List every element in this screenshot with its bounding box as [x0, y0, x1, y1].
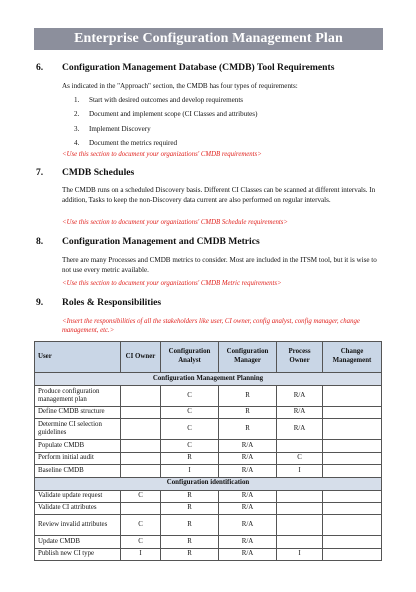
column-header: Configuration Manager: [219, 342, 277, 373]
section-8-note: <Use this section to document your organizations' CMDB Metric requirements>: [62, 280, 282, 287]
section-6-number: 6.: [36, 62, 44, 73]
table-cell: R/A: [277, 419, 323, 440]
table-group-row: [35, 373, 382, 386]
table-cell: [323, 419, 382, 440]
table-cell: R: [219, 407, 277, 419]
table-row: [35, 419, 382, 440]
table-cell: R/A: [219, 465, 277, 477]
table-row: [35, 407, 382, 419]
table-cell: [121, 419, 161, 440]
table-cell: [121, 440, 161, 452]
table-row: [35, 490, 382, 502]
roles-responsibilities-table: [34, 341, 382, 561]
table-cell: R/A: [219, 548, 277, 560]
table-cell: R/A: [219, 452, 277, 464]
table-cell: [277, 536, 323, 548]
table-cell: [277, 490, 323, 502]
table-cell: [277, 440, 323, 452]
table-cell: R: [219, 386, 277, 407]
section-7-body: The CMDB runs on a scheduled Discovery basis. Different CI Classes can be scanned at different intervals. In addition, Tasks to keep the non-Discovery data current are also performed on regular intervals.: [62, 186, 376, 204]
table-row: [35, 515, 382, 536]
group-title: Configuration Management Planning: [35, 373, 382, 386]
table-cell: R: [161, 536, 219, 548]
table-cell: I: [121, 548, 161, 560]
column-header: Process Owner: [277, 342, 323, 373]
table-row: [35, 465, 382, 477]
section-7-note: <Use this section to document your organizations' CMDB Schedule requirements>: [62, 219, 289, 226]
section-8-heading: [36, 236, 260, 247]
column-header: Change Management: [323, 342, 382, 373]
table-cell: [323, 536, 382, 548]
table-row: [35, 536, 382, 548]
table-cell: C: [161, 407, 219, 419]
table-cell: I: [161, 465, 219, 477]
table-cell: R: [161, 502, 219, 514]
table-cell: C: [121, 515, 161, 536]
table-row: [35, 386, 382, 407]
table-cell: C: [161, 386, 219, 407]
list-item: 3. Implement Discovery: [74, 124, 151, 133]
table-cell: [323, 440, 382, 452]
column-header: CI Owner: [121, 342, 161, 373]
table-cell: R/A: [219, 536, 277, 548]
table-cell: [323, 465, 382, 477]
list-item: 2. Document and implement scope (CI Classes and attributes): [74, 110, 258, 119]
table-cell: R/A: [219, 515, 277, 536]
section-9-title: Roles & Responsibilities: [62, 297, 162, 308]
table-cell: R: [161, 548, 219, 560]
table-cell: Perform initial audit: [35, 452, 121, 464]
table-cell: Validate update request: [35, 490, 121, 502]
table-header-row: [35, 342, 382, 373]
table-cell: [323, 548, 382, 560]
section-6-note: <Use this section to document your organizations' CMDB requirements>: [62, 151, 262, 158]
table-cell: R/A: [277, 386, 323, 407]
table-cell: [323, 386, 382, 407]
section-7-number: 7.: [36, 167, 44, 178]
table-cell: [121, 452, 161, 464]
table-cell: C: [277, 452, 323, 464]
table-cell: [323, 407, 382, 419]
table-cell: Update CMDB: [35, 536, 121, 548]
table-cell: [277, 502, 323, 514]
table-cell: I: [277, 465, 323, 477]
list-item: 4. Document the metrics required: [74, 138, 178, 147]
table-cell: R/A: [219, 440, 277, 452]
table-cell: [323, 502, 382, 514]
section-7-heading: [36, 167, 134, 178]
section-9-heading: [36, 297, 161, 308]
table-cell: R/A: [219, 502, 277, 514]
section-8-number: 8.: [36, 236, 44, 247]
table-cell: [121, 502, 161, 514]
section-6-title: Configuration Management Database (CMDB) Tool Requirements: [62, 62, 335, 73]
table-cell: R/A: [219, 490, 277, 502]
section-7-title: CMDB Schedules: [62, 167, 135, 178]
section-6-intro: As indicated in the "Approach" section, the CMDB has four types of requirements:: [62, 82, 298, 90]
group-title: Configuration identification: [35, 477, 382, 490]
requirements-list: [74, 93, 257, 150]
section-6-heading: [36, 62, 334, 73]
column-header: User: [35, 342, 121, 373]
table-row: [35, 452, 382, 464]
table-cell: [277, 515, 323, 536]
table-cell: Determine CI selection guidelines: [35, 419, 121, 440]
table-row: [35, 502, 382, 514]
list-item: 1. Start with desired outcomes and develop requirements: [74, 96, 244, 104]
section-9-number: 9.: [36, 297, 44, 308]
table-cell: [121, 465, 161, 477]
table-cell: R: [219, 419, 277, 440]
table-cell: C: [121, 536, 161, 548]
table-cell: [323, 452, 382, 464]
table-cell: C: [161, 419, 219, 440]
table-cell: C: [121, 490, 161, 502]
table-cell: Publish new CI type: [35, 548, 121, 560]
table-group-row: [35, 477, 382, 490]
column-header: Configuration Analyst: [161, 342, 219, 373]
section-9-note: <Insert the responsibilities of all the stakeholders like user, CI owner, config analyst, config manager, change management, etc.>: [62, 318, 360, 335]
table-cell: Review invalid attributes: [35, 515, 121, 536]
table-cell: C: [161, 440, 219, 452]
table-row: [35, 548, 382, 560]
table-cell: [121, 407, 161, 419]
table-cell: I: [277, 548, 323, 560]
table-cell: Produce configuration management plan: [35, 386, 121, 407]
table-cell: Validate CI attributes: [35, 502, 121, 514]
section-8-body: There are many Processes and CMDB metrics to consider. Most are included in the ITSM tool, but it is wise to not use every metric available.: [62, 256, 377, 274]
table-cell: Define CMDB structure: [35, 407, 121, 419]
table-cell: [323, 515, 382, 536]
table-cell: Baseline CMDB: [35, 465, 121, 477]
table-cell: [121, 386, 161, 407]
table-cell: [323, 490, 382, 502]
table-cell: R: [161, 452, 219, 464]
table-cell: R: [161, 490, 219, 502]
section-8-title: Configuration Management and CMDB Metrics: [62, 236, 260, 247]
document-title-banner: Enterprise Configuration Management Plan: [34, 28, 383, 50]
table-cell: R: [161, 515, 219, 536]
table-row: [35, 440, 382, 452]
table-cell: Populate CMDB: [35, 440, 121, 452]
table-cell: R/A: [277, 407, 323, 419]
